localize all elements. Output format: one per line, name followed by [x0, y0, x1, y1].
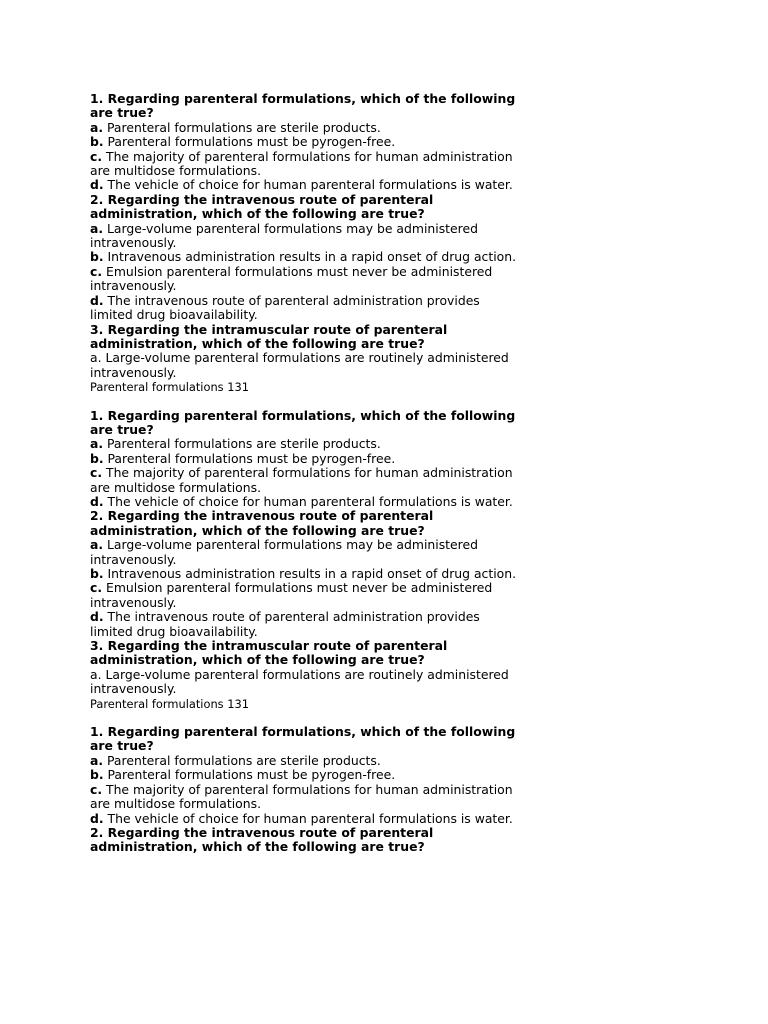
option-3-1-b — [90, 768, 520, 782]
document-page — [90, 92, 520, 855]
option-2-2-a — [90, 538, 520, 567]
option-2-2-c — [90, 581, 520, 610]
option-text: Large-volume parenteral formulations may be administered intravenously. — [90, 220, 478, 251]
option-text: Emulsion parenteral formulations must never be administered intravenously. — [90, 263, 493, 294]
option-label: d. — [90, 810, 104, 826]
option-label: d. — [90, 493, 104, 509]
option-label: b. — [90, 134, 104, 150]
option-2-1-d — [90, 495, 520, 509]
option-text: Emulsion parenteral formulations must never be administered intravenously. — [90, 580, 493, 610]
question-2-3: 3. Regarding the intramuscular route of parenteral administration, which of the following are true? — [90, 638, 448, 668]
option-label: a. — [90, 220, 104, 236]
option-1-2-b — [90, 250, 520, 264]
option-text: The majority of parenteral formulations for human administration are multidose formulations. — [90, 781, 513, 812]
option-label: c. — [90, 781, 103, 797]
question-2-2: 2. Regarding the intravenous route of parenteral administration, which of the following are true? — [90, 508, 434, 538]
option-text: Parenteral formulations are sterile products. — [103, 436, 381, 452]
option-3-1-a — [90, 754, 520, 768]
option-text: Parenteral formulations must be pyrogen-free. — [103, 767, 396, 783]
option-text: The majority of parenteral formulations for human administration are multidose formulations. — [90, 465, 513, 495]
question-block-2 — [90, 409, 520, 712]
option-text: The vehicle of choice for human parenteral formulations is water. — [103, 177, 513, 193]
option-label: c. — [90, 465, 103, 481]
option-text: The vehicle of choice for human parenteral formulations is water. — [103, 810, 513, 826]
option-2-2-d — [90, 610, 520, 639]
option-text: Parenteral formulations must be pyrogen-free. — [103, 134, 396, 150]
option-text: The vehicle of choice for human parenteral formulations is water. — [103, 493, 513, 509]
option-text: Parenteral formulations are sterile products. — [103, 752, 381, 768]
option-label: d. — [90, 609, 104, 625]
question-1-1: 1. Regarding parenteral formulations, which of the following are true? — [90, 91, 516, 121]
option-text: Parenteral formulations are sterile products. — [103, 119, 381, 135]
option-2-2-b — [90, 567, 520, 581]
option-2-3-a — [90, 668, 520, 697]
option-text: The majority of parenteral formulations for human administration are multidose formulations. — [90, 148, 513, 179]
option-2-1-a — [90, 437, 520, 451]
question-1-3: 3. Regarding the intramuscular route of parenteral administration, which of the following are true? — [90, 321, 448, 351]
option-label: b. — [90, 450, 104, 466]
option-text: The intravenous route of parenteral administration provides limited drug bioavailability. — [90, 292, 480, 323]
option-3-1-d — [90, 812, 520, 826]
option-1-2-d — [90, 294, 520, 323]
question-3-2: 2. Regarding the intravenous route of parenteral administration, which of the following are true? — [90, 824, 434, 855]
option-2-1-c — [90, 466, 520, 495]
option-1-2-a — [90, 222, 520, 251]
option-label: d. — [90, 177, 104, 193]
option-1-1-b — [90, 135, 520, 149]
option-text: Parenteral formulations must be pyrogen-free. — [103, 450, 396, 466]
option-1-2-c — [90, 265, 520, 294]
option-label: c. — [90, 148, 103, 164]
question-2-1: 1. Regarding parenteral formulations, which of the following are true? — [90, 407, 516, 437]
page-footer: Parenteral formulations 131 — [90, 380, 249, 395]
option-label: b. — [90, 767, 104, 783]
option-label: b. — [90, 566, 104, 581]
option-text: The intravenous route of parenteral administration provides limited drug bioavailability. — [90, 609, 480, 639]
option-1-1-a — [90, 121, 520, 135]
question-block-1 — [90, 92, 520, 395]
option-1-1-d — [90, 178, 520, 192]
option-text: a. Large-volume parenteral formulations are routinely administered intravenously. — [90, 666, 509, 697]
option-1-3-a — [90, 351, 520, 380]
option-1-1-c — [90, 150, 520, 179]
option-2-1-b — [90, 452, 520, 466]
option-label: a. — [90, 537, 104, 553]
option-text: Intravenous administration results in a rapid onset of drug action. — [103, 249, 517, 265]
question-block-3 — [90, 725, 520, 855]
question-1-2: 2. Regarding the intravenous route of parenteral administration, which of the following are true? — [90, 191, 434, 222]
option-text: Intravenous administration results in a rapid onset of drug action. — [103, 566, 517, 581]
option-text: Large-volume parenteral formulations may be administered intravenously. — [90, 537, 478, 567]
option-label: d. — [90, 292, 104, 308]
page-footer: Parenteral formulations 131 — [90, 696, 249, 711]
option-label: a. — [90, 752, 104, 768]
option-label: c. — [90, 263, 103, 279]
option-label: b. — [90, 249, 104, 265]
option-label: c. — [90, 580, 103, 596]
question-3-1: 1. Regarding parenteral formulations, which of the following are true? — [90, 724, 516, 754]
option-3-1-c — [90, 783, 520, 812]
option-label: a. — [90, 436, 104, 452]
option-text: a. Large-volume parenteral formulations are routinely administered intravenously. — [90, 350, 509, 380]
option-label: a. — [90, 119, 104, 135]
